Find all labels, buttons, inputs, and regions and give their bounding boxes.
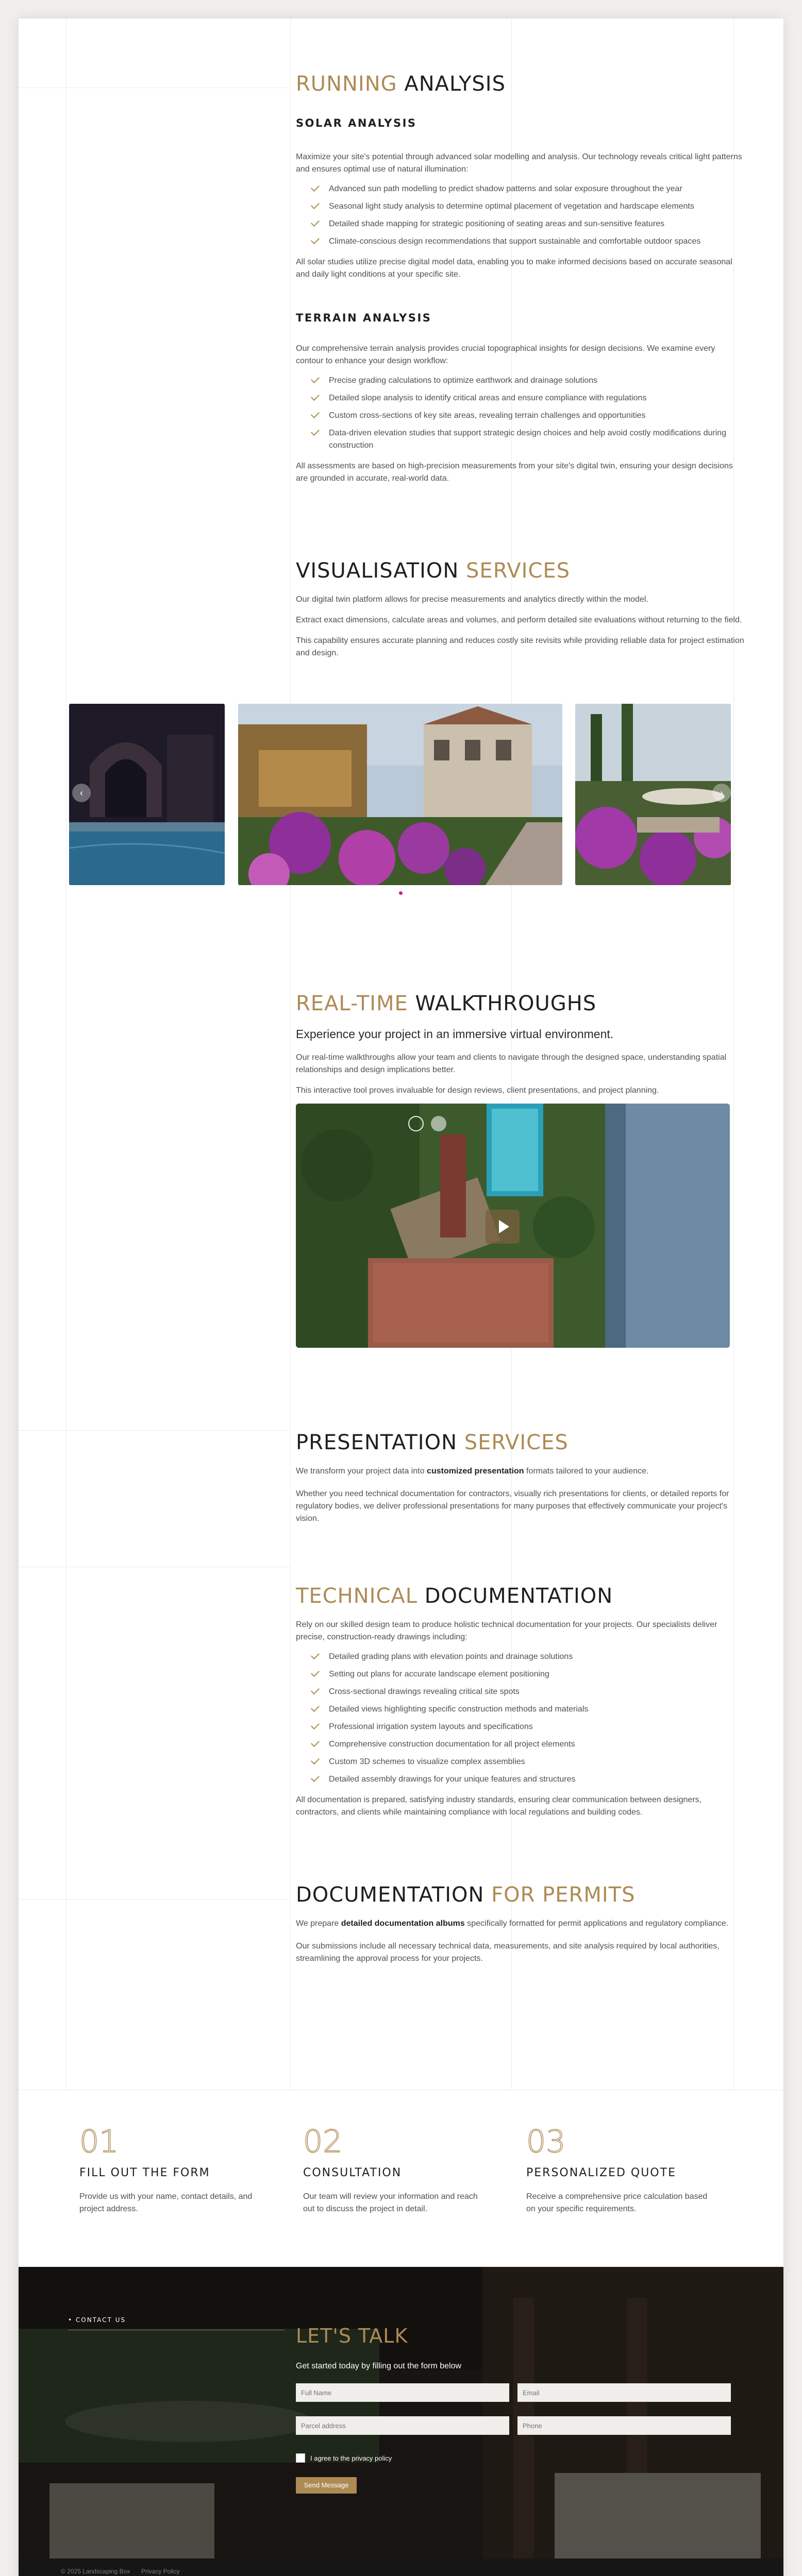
running-analysis-section (296, 73, 749, 485)
check-icon (311, 375, 320, 383)
step-card (79, 2126, 265, 2215)
page (19, 19, 783, 2576)
realtime-title: REAL-TIME WALKTHROUGHS (296, 992, 597, 1015)
list-item: Climate-conscious design recommendations that support sustainable and comfortable outdoor spaces (311, 235, 734, 248)
contact-section (19, 2267, 783, 2558)
contact-title: LET'S TALK (296, 2325, 408, 2347)
check-icon (311, 235, 320, 244)
carousel-dot-active[interactable] (399, 891, 403, 895)
list-item: Seasonal light study analysis to determine optimal placement of vegetation and hardscape elements (311, 200, 734, 213)
step-title: FILL OUT THE FORM (79, 2166, 210, 2179)
visualisation-p3: This capability ensures accurate planning and reduces costly site revisits while providing reliable data for project estimation and design. (296, 636, 744, 657)
technical-list (296, 1651, 749, 1786)
grid-line (19, 1430, 290, 1431)
check-icon (311, 1668, 320, 1677)
technical-section (296, 1585, 749, 1819)
list-item: Cross-sectional drawings revealing critical site spots (311, 1686, 734, 1698)
terrain-list (296, 375, 749, 452)
check-icon (311, 218, 320, 227)
check-icon (311, 427, 320, 436)
solar-intro: Maximize your site's potential through advanced solar modelling and analysis. Our technology reveals critical light patterns and ensures optimal use of natural illumination: (296, 152, 742, 174)
image-carousel[interactable] (69, 704, 749, 889)
garden-terrace-image (575, 704, 731, 885)
permits-p2: Our submissions include all necessary technical data, measurements, and site analysis required by local authorities, streamlining the approval process for your projects. (296, 1942, 720, 1963)
step-description: Receive a comprehensive price calculation based on your specific requirements. (526, 2192, 708, 2213)
running-analysis-title: RUNNING ANALYSIS (296, 72, 506, 96)
presentation-p1: We transform your project data into customized presentation formats tailored to your audience. (296, 1467, 649, 1476)
presentation-section (296, 1431, 749, 1525)
rotate-icon[interactable] (408, 1116, 424, 1131)
walkthrough-video[interactable] (296, 1104, 730, 1348)
step-card (303, 2126, 489, 2215)
carousel-slide[interactable] (69, 704, 225, 885)
technical-intro: Rely on our skilled design team to produce holistic technical documentation for your projects. Our specialists deliver precise, construction-ready drawings including: (296, 1620, 717, 1641)
pool-grotto-image (69, 704, 225, 885)
check-icon (311, 392, 320, 401)
grid-line (19, 1899, 290, 1900)
carousel-slide[interactable] (575, 704, 731, 885)
list-item: Detailed slope analysis to identify critical areas and ensure compliance with regulations (311, 392, 734, 404)
step-title: PERSONALIZED QUOTE (526, 2166, 676, 2179)
check-icon (311, 1756, 320, 1765)
list-item: Detailed shade mapping for strategic positioning of seating areas and sun-sensitive features (311, 218, 734, 230)
presentation-p2: Whether you need technical documentation for contractors, visually rich presentations for clients, or detailed reports for regulatory bodies, we deliver professional presentations for many purposes that effectively communicate your project's vision. (296, 1489, 729, 1523)
privacy-label: I agree to the privacy policy (310, 2454, 392, 2462)
solar-analysis-heading: SOLAR ANALYSIS (296, 117, 417, 129)
permits-title: DOCUMENTATION FOR PERMITS (296, 1883, 636, 1907)
compass-icon[interactable] (431, 1116, 446, 1131)
realtime-section (296, 992, 749, 1097)
phone-input[interactable] (517, 2416, 731, 2435)
list-item: Custom 3D schemes to visualize complex assemblies (311, 1756, 734, 1768)
parcel-address-input[interactable] (296, 2416, 509, 2435)
step-title: CONSULTATION (303, 2166, 402, 2179)
list-item: Precise grading calculations to optimize earthwork and drainage solutions (311, 375, 734, 387)
list-item: Advanced sun path modelling to predict shadow patterns and solar exposure throughout the year (311, 183, 734, 195)
check-icon (311, 1686, 320, 1694)
list-item: Detailed grading plans with elevation points and drainage solutions (311, 1651, 734, 1663)
carousel-slide[interactable] (238, 704, 562, 885)
realtime-p1: Our real-time walkthroughs allow your team and clients to navigate through the designed space, understanding spatial relationships and design implications better. (296, 1053, 727, 1074)
check-icon (311, 1703, 320, 1712)
terrain-analysis-heading: TERRAIN ANALYSIS (296, 312, 432, 324)
carousel-prev-button[interactable]: ‹ (72, 784, 91, 802)
email-input[interactable] (517, 2383, 731, 2402)
check-icon (311, 183, 320, 192)
step-description: Our team will review your information and reach out to discuss the project in detail. (303, 2192, 478, 2213)
send-message-button[interactable]: Send Message (296, 2477, 357, 2494)
check-icon (311, 1773, 320, 1782)
list-item: Setting out plans for accurate landscape element positioning (311, 1668, 734, 1681)
privacy-checkbox[interactable] (296, 2453, 305, 2463)
list-item: Professional irrigation system layouts and specifications (311, 1721, 734, 1733)
check-icon (311, 1651, 320, 1659)
process-steps (19, 2090, 783, 2267)
privacy-policy-link[interactable]: Privacy Policy (141, 2568, 180, 2575)
check-icon (311, 410, 320, 418)
terrain-intro: Our comprehensive terrain analysis provides crucial topographical insights for design decisions. We examine every contour to enhance your design workflow: (296, 344, 715, 365)
step-number: 01 (79, 2124, 119, 2160)
list-item: Detailed assembly drawings for your unique features and structures (311, 1773, 734, 1786)
play-icon[interactable] (486, 1210, 520, 1244)
check-icon (311, 200, 320, 209)
presentation-title: PRESENTATION SERVICES (296, 1431, 569, 1454)
visualisation-p2: Extract exact dimensions, calculate areas and volumes, and perform detailed site evaluations without returning to the field. (296, 616, 742, 624)
step-number: 03 (526, 2124, 566, 2160)
permits-section (296, 1884, 749, 1965)
list-item: Data-driven elevation studies that support strategic design choices and help avoid costly modifications during construction (311, 427, 734, 452)
contact-side-label: • CONTACT US (68, 2316, 126, 2324)
garden-background-image (19, 2267, 783, 2558)
grid-line (290, 19, 291, 2090)
visualisation-section (296, 560, 749, 659)
visualisation-title: VISUALISATION SERVICES (296, 559, 571, 583)
list-item: Custom cross-sections of key site areas, revealing terrain challenges and opportunities (311, 410, 734, 422)
step-description: Provide us with your name, contact details, and project address. (79, 2192, 253, 2213)
carousel-next-button[interactable]: › (712, 784, 731, 802)
copyright-text: © 2025 Landscaping Box (61, 2568, 130, 2575)
solar-outro: All solar studies utilize precise digital model data, enabling you to make informed decisions based on accurate seasonal and daily light conditions at your specific site. (296, 258, 732, 279)
step-card (526, 2126, 712, 2215)
check-icon (311, 1738, 320, 1747)
visualisation-p1: Our digital twin platform allows for precise measurements and analytics directly within the model. (296, 595, 648, 604)
realtime-lead: Experience your project in an immersive virtual environment. (296, 1027, 614, 1041)
list-item: Detailed views highlighting specific construction methods and materials (311, 1703, 734, 1716)
technical-outro: All documentation is prepared, satisfying industry standards, ensuring clear communication between designers, contractors, and clients while maintaining compliance with local regulations and building codes. (296, 1795, 702, 1817)
terrain-outro: All assessments are based on high-precision measurements from your site's digital twin, ensuring your design decisions are grounded in accurate, real-world data. (296, 462, 733, 483)
permits-p1: We prepare detailed documentation albums specifically formatted for permit applications and regulatory compliance. (296, 1919, 729, 1928)
technical-title: TECHNICAL DOCUMENTATION (296, 1584, 613, 1608)
check-icon (311, 1721, 320, 1730)
footer (19, 2558, 783, 2576)
realtime-p2: This interactive tool proves invaluable for design reviews, client presentations, and project planning. (296, 1086, 659, 1095)
full-name-input[interactable] (296, 2383, 509, 2402)
contact-subtitle: Get started today by filling out the form below (296, 2362, 462, 2370)
solar-list (296, 183, 749, 248)
step-number: 02 (303, 2124, 343, 2160)
list-item: Comprehensive construction documentation for all project elements (311, 1738, 734, 1751)
villa-garden-image (238, 704, 562, 885)
